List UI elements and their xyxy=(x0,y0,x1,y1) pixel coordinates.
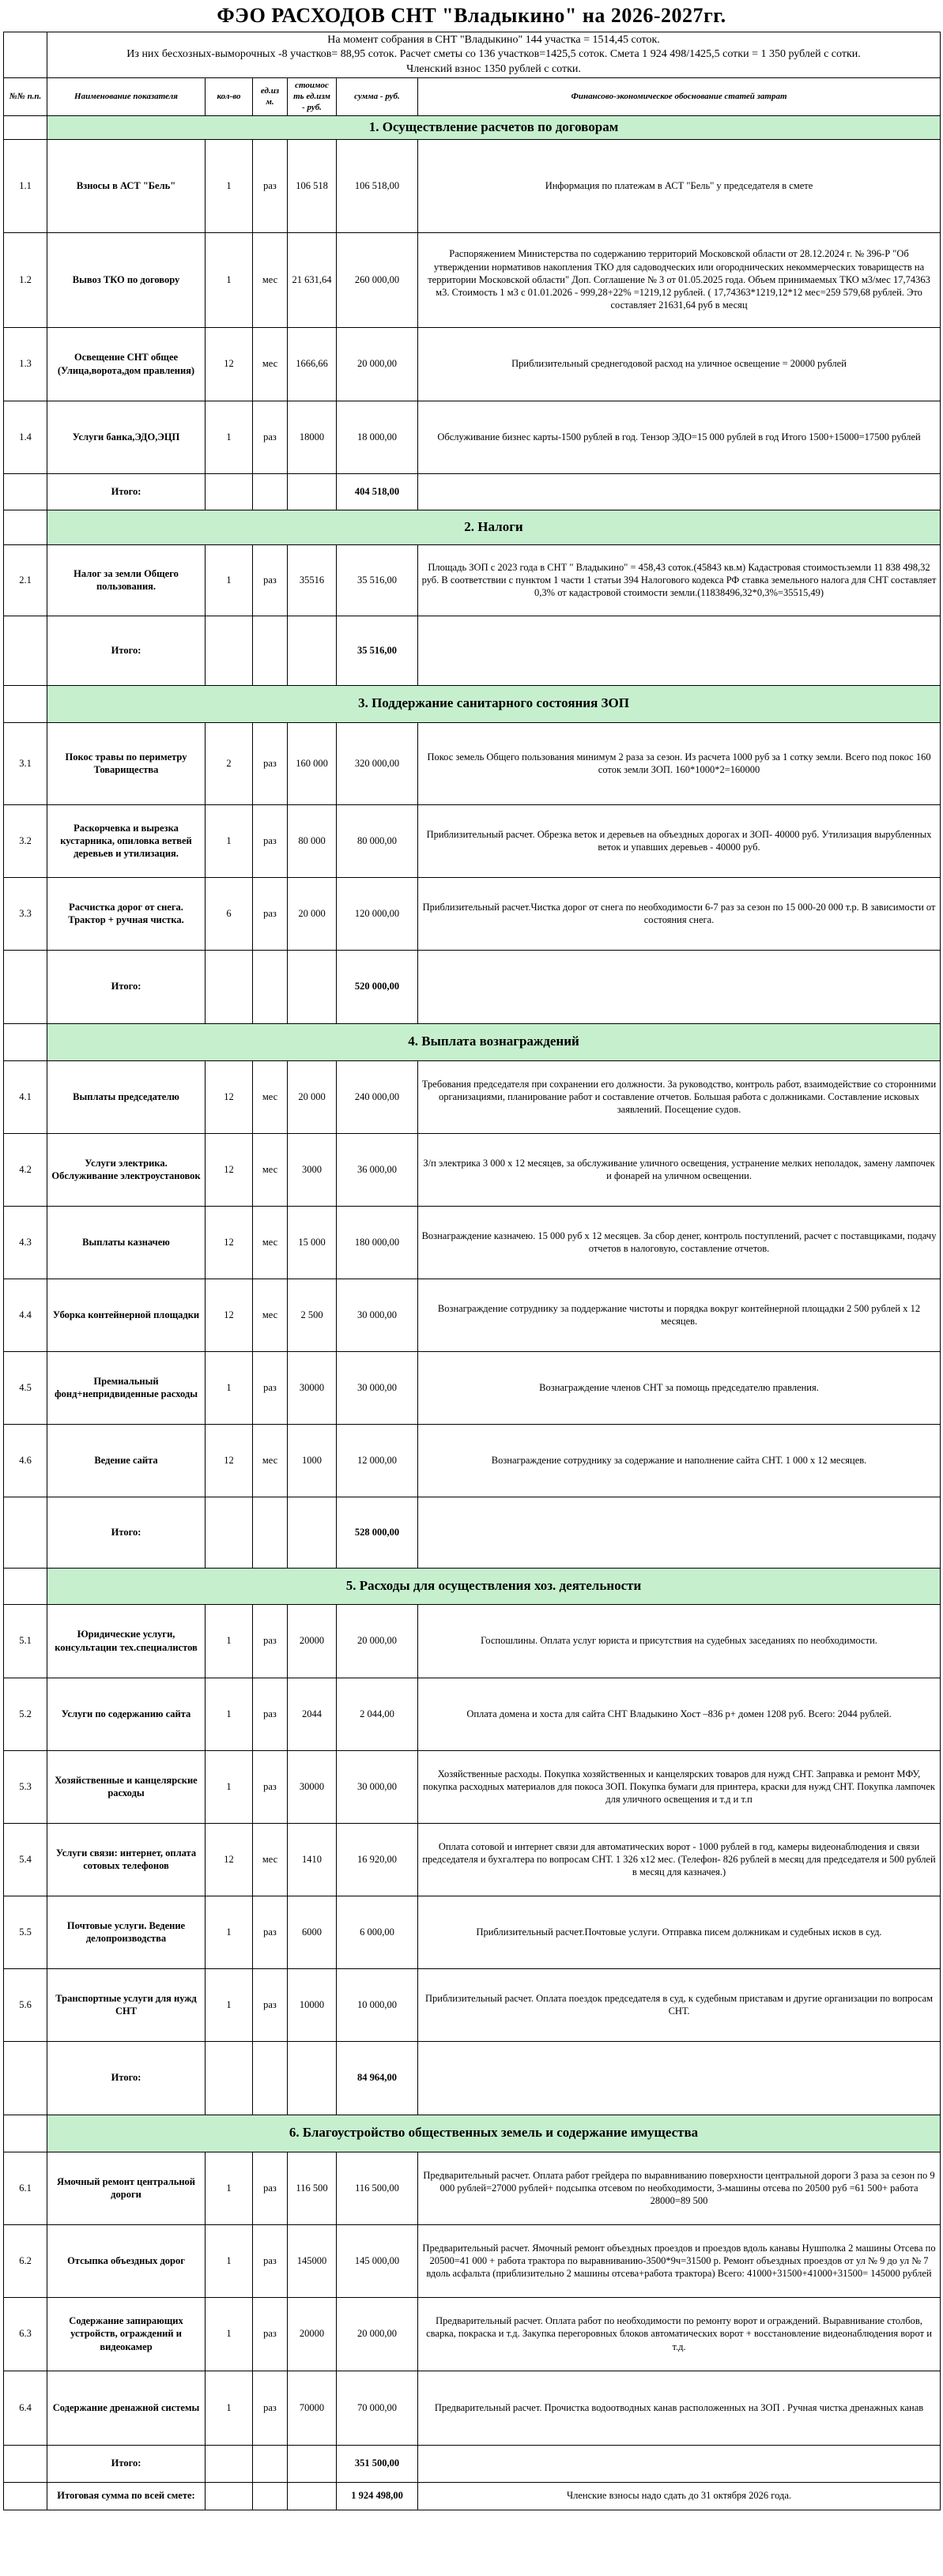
row-num: 5.6 xyxy=(4,1968,47,2041)
total-price-cell xyxy=(288,473,337,510)
section-header-row xyxy=(4,1568,941,1604)
total-price-cell xyxy=(288,950,337,1023)
row-price: 10000 xyxy=(288,1968,337,2041)
row-qty: 1 xyxy=(206,2152,253,2224)
row-unit: раз xyxy=(253,877,288,950)
total-sum: 528 000,00 xyxy=(337,1497,418,1568)
row-sum: 260 000,00 xyxy=(337,232,418,327)
total-sum: 404 518,00 xyxy=(337,473,418,510)
row-unit: раз xyxy=(253,722,288,804)
row-sum: 145 000,00 xyxy=(337,2224,418,2297)
column-header-price: стоимос ть ед.изм - руб. xyxy=(288,77,337,115)
row-sum: 116 500,00 xyxy=(337,2152,418,2224)
row-qty: 12 xyxy=(206,1060,253,1133)
row-qty: 1 xyxy=(206,1896,253,1968)
row-qty: 1 xyxy=(206,1604,253,1678)
section-title: 1. Осуществление расчетов по договорам xyxy=(47,115,941,139)
row-name: Освещение СНТ общее (Улица,ворота,дом правления) xyxy=(47,327,206,401)
section-header-row xyxy=(4,685,941,722)
row-unit: раз xyxy=(253,2152,288,2224)
row-desc: Распоряжением Министерства по содержанию территорий Московской области от 28.12.2024 г. № 396-Р "Об утверждении нормативов накопления ТКО для садоводческих или огороднических некоммерческих товариществ на территории Московской области" Доп. Соглашение № 3 от 01.05.2025 года. Объем принимаемых ТКО м3/мес 17,74363 м3. Стоимость 1 м3 с 01.01.2026 - 999,28+22% =1219,12 рублей. ( 17,74363*1219,12*12 мес=259 579,68 рублей. Это составляет 21631,64 руб в месяц xyxy=(418,232,941,327)
row-num: 6.3 xyxy=(4,2297,47,2371)
row-price: 1666,66 xyxy=(288,327,337,401)
row-qty: 1 xyxy=(206,804,253,877)
row-num: 4.5 xyxy=(4,1351,47,1424)
row-desc: Требования председателя при сохранении его должности. За руководство, контроль работ, взаимодействие со сторонними организациями, планирование работ и составление отчетов. Большая работа с должниками. Составление исковых заявлений. Посещение судов. xyxy=(418,1060,941,1133)
row-sum: 30 000,00 xyxy=(337,1279,418,1351)
row-sum: 80 000,00 xyxy=(337,804,418,877)
total-price-cell xyxy=(288,2041,337,2115)
row-num: 1.4 xyxy=(4,401,47,473)
row-sum: 240 000,00 xyxy=(337,1060,418,1133)
row-qty: 2 xyxy=(206,722,253,804)
row-num: 3.2 xyxy=(4,804,47,877)
row-unit: раз xyxy=(253,804,288,877)
column-header-unit: ед.из м. xyxy=(253,77,288,115)
row-name: Содержание запирающих устройств, ограждений и видеокамер xyxy=(47,2297,206,2371)
column-header-num: №№ п.п. xyxy=(4,77,47,115)
total-label: Итого: xyxy=(47,2445,206,2482)
total-unit-cell xyxy=(253,2041,288,2115)
row-name: Вывоз ТКО по договору xyxy=(47,232,206,327)
row-qty: 1 xyxy=(206,2371,253,2445)
total-price-cell xyxy=(288,1497,337,1568)
row-unit: раз xyxy=(253,1968,288,2041)
table-row xyxy=(4,544,941,616)
row-qty: 1 xyxy=(206,1351,253,1424)
table-row xyxy=(4,1279,941,1351)
row-price: 15 000 xyxy=(288,1206,337,1279)
row-sum: 20 000,00 xyxy=(337,1604,418,1678)
row-price: 20000 xyxy=(288,1604,337,1678)
row-name: Услуги по содержанию сайта xyxy=(47,1678,206,1750)
section-title: 2. Налоги xyxy=(47,510,941,544)
row-unit: мес xyxy=(253,232,288,327)
total-qty-cell xyxy=(206,616,253,685)
row-sum: 106 518,00 xyxy=(337,139,418,232)
table-row xyxy=(4,327,941,401)
row-desc: Предварительный расчет. Оплата работ грейдера по выравниванию поверхности центральной дороги 3 раза за сезон по 9 000 рублей=27000 рублей+ подсыпка отсевом по необходимости, 3-машины отсева по 20500 руб =61 500+ работа 28000=89 500 xyxy=(418,2152,941,2224)
total-qty-cell xyxy=(206,2041,253,2115)
row-num: 4.6 xyxy=(4,1424,47,1497)
table-row xyxy=(4,2371,941,2445)
row-unit: раз xyxy=(253,401,288,473)
total-desc-cell xyxy=(418,616,941,685)
row-price: 2044 xyxy=(288,1678,337,1750)
row-unit: мес xyxy=(253,1060,288,1133)
total-num-cell xyxy=(4,473,47,510)
section-header-row xyxy=(4,115,941,139)
row-desc: Приблизительный среднегодовой расход на уличное освещение = 20000 рублей xyxy=(418,327,941,401)
row-unit: мес xyxy=(253,1279,288,1351)
row-qty: 1 xyxy=(206,401,253,473)
row-desc: Оплата домена и хоста для сайта СНТ Владыкино Хост –836 р+ домен 1208 руб. Всего: 2044 рублей. xyxy=(418,1678,941,1750)
row-name: Транспортные услуги для нужд СНТ xyxy=(47,1968,206,2041)
column-header-sum: сумма - руб. xyxy=(337,77,418,115)
row-qty: 1 xyxy=(206,1968,253,2041)
section-header-row xyxy=(4,2115,941,2152)
row-price: 70000 xyxy=(288,2371,337,2445)
total-desc-cell xyxy=(418,950,941,1023)
table-row xyxy=(4,401,941,473)
table-row xyxy=(4,1678,941,1750)
grand-total-row xyxy=(4,2482,941,2510)
row-desc: Приблизительный расчет.Чистка дорог от снега по необходимости 6-7 раз за сезон по 15 000-20 000 т.р. В зависимости от состояния снега. xyxy=(418,877,941,950)
row-unit: мес xyxy=(253,1424,288,1497)
row-sum: 70 000,00 xyxy=(337,2371,418,2445)
total-num-cell xyxy=(4,1497,47,1568)
row-unit: раз xyxy=(253,139,288,232)
row-name: Покос травы по периметру Товарищества xyxy=(47,722,206,804)
document-title: ФЭО РАСХОДОВ СНТ "Владыкино" на 2026-2027гг. xyxy=(217,4,726,27)
row-name: Премиальный фонд+непридвиденные расходы xyxy=(47,1351,206,1424)
info-line-1: На момент собрания в СНТ "Владыкино" 144 участка = 1514,45 соток. xyxy=(327,34,660,46)
total-unit-cell xyxy=(253,473,288,510)
section-num-cell xyxy=(4,115,47,139)
row-name: Налог за земли Общего пользования. xyxy=(47,544,206,616)
row-sum: 10 000,00 xyxy=(337,1968,418,2041)
total-num-cell xyxy=(4,2041,47,2115)
row-sum: 180 000,00 xyxy=(337,1206,418,1279)
row-sum: 6 000,00 xyxy=(337,1896,418,1968)
row-sum: 16 920,00 xyxy=(337,1823,418,1896)
total-unit-cell xyxy=(253,1497,288,1568)
table-row xyxy=(4,1133,941,1206)
column-header-row xyxy=(4,77,941,115)
row-unit: мес xyxy=(253,327,288,401)
row-sum: 35 516,00 xyxy=(337,544,418,616)
column-header-name: Наименование показателя xyxy=(47,77,206,115)
info-line-2: Из них бесхозных-выморочных -8 участков= 88,95 соток. Расчет сметы со 136 участков=1425,5 соток. Смета 1 924 498/1425,5 сотки = 1 350 рублей с сотки. xyxy=(126,47,861,60)
column-header-qty: кол-во xyxy=(206,77,253,115)
row-price: 30000 xyxy=(288,1351,337,1424)
row-price: 160 000 xyxy=(288,722,337,804)
table-row xyxy=(4,2297,941,2371)
section-num-cell xyxy=(4,510,47,544)
table-row xyxy=(4,1351,941,1424)
row-desc: Покос земель Общего пользования минимум 2 раза за сезон. Из расчета 1000 руб за 1 сотку земли. Всего под покос 160 соток земли ЗОП. 160*1000*2=160000 xyxy=(418,722,941,804)
row-unit: раз xyxy=(253,1604,288,1678)
row-qty: 12 xyxy=(206,1279,253,1351)
row-price: 106 518 xyxy=(288,139,337,232)
total-desc-cell xyxy=(418,2445,941,2482)
row-price: 3000 xyxy=(288,1133,337,1206)
row-desc: Приблизительный расчет. Оплата поездок председателя в суд, к судебным приставам и другие организации по вопросам СНТ. xyxy=(418,1968,941,2041)
row-name: Услуги банка,ЭДО,ЭЦП xyxy=(47,401,206,473)
row-qty: 1 xyxy=(206,544,253,616)
total-label: Итого: xyxy=(47,950,206,1023)
row-price: 80 000 xyxy=(288,804,337,877)
row-qty: 12 xyxy=(206,327,253,401)
row-unit: раз xyxy=(253,2224,288,2297)
row-price: 116 500 xyxy=(288,2152,337,2224)
total-qty-cell xyxy=(206,2445,253,2482)
row-num: 5.3 xyxy=(4,1750,47,1823)
row-desc: Предварительный расчет. Оплата работ по необходимости по ремонту ворот и ограждений. Выравнивание столбов, сварка, покраска и т.д. Закупка перегоровных блоков автоматических ворот + восстановление видеонаблюдения ворот и т.д. xyxy=(418,2297,941,2371)
row-name: Содержание дренажной системы xyxy=(47,2371,206,2445)
row-num: 4.3 xyxy=(4,1206,47,1279)
row-unit: раз xyxy=(253,1351,288,1424)
row-num: 5.4 xyxy=(4,1823,47,1896)
table-row xyxy=(4,1896,941,1968)
row-qty: 1 xyxy=(206,1750,253,1823)
table-row xyxy=(4,1750,941,1823)
row-num: 1.1 xyxy=(4,139,47,232)
row-desc: Предварительный расчет. Прочистка водоотводных канав расположенных на ЗОП . Ручная чистка дренажных канав xyxy=(418,2371,941,2445)
row-num: 2.1 xyxy=(4,544,47,616)
total-qty-cell xyxy=(206,950,253,1023)
row-desc: Вознаграждение членов СНТ за помощь председателю правления. xyxy=(418,1351,941,1424)
row-sum: 30 000,00 xyxy=(337,1351,418,1424)
table-row xyxy=(4,1968,941,2041)
total-sum: 35 516,00 xyxy=(337,616,418,685)
row-num: 6.4 xyxy=(4,2371,47,2445)
row-name: Почтовые услуги. Ведение делопроизводства xyxy=(47,1896,206,1968)
table-row xyxy=(4,804,941,877)
total-qty-cell xyxy=(206,1497,253,1568)
row-num: 3.1 xyxy=(4,722,47,804)
grand-total-note: Членские взносы надо сдать до 31 октября 2026 года. xyxy=(418,2482,941,2510)
grand-total-unit-cell xyxy=(253,2482,288,2510)
section-header-row xyxy=(4,510,941,544)
info-line-3: Членский взнос 1350 рублей с сотки. xyxy=(406,63,581,75)
row-price: 30000 xyxy=(288,1750,337,1823)
row-unit: раз xyxy=(253,1896,288,1968)
row-num: 1.3 xyxy=(4,327,47,401)
row-qty: 1 xyxy=(206,2297,253,2371)
grand-total-price-cell xyxy=(288,2482,337,2510)
info-row xyxy=(4,32,941,78)
total-unit-cell xyxy=(253,616,288,685)
row-price: 1410 xyxy=(288,1823,337,1896)
table-row xyxy=(4,2152,941,2224)
row-name: Хозяйственные и канцелярские расходы xyxy=(47,1750,206,1823)
table-row xyxy=(4,1604,941,1678)
row-unit: мес xyxy=(253,1133,288,1206)
row-price: 20 000 xyxy=(288,877,337,950)
total-qty-cell xyxy=(206,473,253,510)
total-unit-cell xyxy=(253,2445,288,2482)
row-price: 20 000 xyxy=(288,1060,337,1133)
row-qty: 12 xyxy=(206,1823,253,1896)
row-name: Юридические услуги, консультации тех.специалистов xyxy=(47,1604,206,1678)
section-total-row xyxy=(4,2041,941,2115)
total-label: Итого: xyxy=(47,473,206,510)
total-sum: 351 500,00 xyxy=(337,2445,418,2482)
row-price: 6000 xyxy=(288,1896,337,1968)
row-qty: 1 xyxy=(206,2224,253,2297)
row-price: 20000 xyxy=(288,2297,337,2371)
row-qty: 1 xyxy=(206,139,253,232)
info-empty-cell xyxy=(4,32,47,78)
row-sum: 2 044,00 xyxy=(337,1678,418,1750)
info-cell xyxy=(47,32,941,78)
row-qty: 1 xyxy=(206,232,253,327)
table-row xyxy=(4,1823,941,1896)
table-row xyxy=(4,139,941,232)
row-desc: Оплата сотовой и интернет связи для автоматических ворот - 1000 рублей в год, камеры видеонаблюдения и связи председателя и бухгалтера по вопросам СНТ. 1 326 х12 мес. (Телефон- 826 рублей в месяц для председателя и 500 рублей в месяц для казначея.) xyxy=(418,1823,941,1896)
row-num: 1.2 xyxy=(4,232,47,327)
row-name: Уборка контейнерной площадки xyxy=(47,1279,206,1351)
section-num-cell xyxy=(4,1568,47,1604)
row-num: 5.2 xyxy=(4,1678,47,1750)
row-sum: 20 000,00 xyxy=(337,327,418,401)
row-unit: мес xyxy=(253,1206,288,1279)
row-price: 35516 xyxy=(288,544,337,616)
row-desc: Приблизительный расчет. Обрезка веток и деревьев на объездных дорогах и ЗОП- 40000 руб. Утилизация вырубленных веток и упавших деревьев - 40000 руб. xyxy=(418,804,941,877)
table-row xyxy=(4,2224,941,2297)
row-name: Отсыпка объездных дорог xyxy=(47,2224,206,2297)
total-desc-cell xyxy=(418,473,941,510)
total-desc-cell xyxy=(418,1497,941,1568)
row-desc: Госпошлины. Оплата услуг юриста и присутствия на судебных заседаниях по необходимости. xyxy=(418,1604,941,1678)
row-sum: 36 000,00 xyxy=(337,1133,418,1206)
row-qty: 12 xyxy=(206,1206,253,1279)
section-total-row xyxy=(4,950,941,1023)
total-sum: 520 000,00 xyxy=(337,950,418,1023)
row-unit: мес xyxy=(253,1823,288,1896)
section-num-cell xyxy=(4,1023,47,1060)
row-desc: Информация по платежам в АСТ "Бель" у председателя в смете xyxy=(418,139,941,232)
table-row xyxy=(4,877,941,950)
section-total-row xyxy=(4,2445,941,2482)
table-row xyxy=(4,232,941,327)
row-name: Ямочный ремонт центральной дороги xyxy=(47,2152,206,2224)
row-price: 18000 xyxy=(288,401,337,473)
row-name: Расчистка дорог от снега. Трактор + ручная чистка. xyxy=(47,877,206,950)
row-sum: 120 000,00 xyxy=(337,877,418,950)
total-price-cell xyxy=(288,2445,337,2482)
column-header-desc: Финансово-экономическое обоснование статей затрат xyxy=(418,77,941,115)
row-desc: Вознаграждение сотруднику за содержание и наполнение сайта СНТ. 1 000 х 12 месяцев. xyxy=(418,1424,941,1497)
row-num: 5.5 xyxy=(4,1896,47,1968)
row-desc: Вознаграждение сотруднику за поддержание чистоты и порядка вокруг контейнерной площадки 2 500 рублей х 12 месяцев. xyxy=(418,1279,941,1351)
row-num: 5.1 xyxy=(4,1604,47,1678)
row-price: 1000 xyxy=(288,1424,337,1497)
total-num-cell xyxy=(4,616,47,685)
row-price: 145000 xyxy=(288,2224,337,2297)
row-name: Услуги электрика. Обслуживание электроустановок xyxy=(47,1133,206,1206)
total-num-cell xyxy=(4,950,47,1023)
row-num: 6.2 xyxy=(4,2224,47,2297)
row-price: 21 631,64 xyxy=(288,232,337,327)
row-desc: Предварительный расчет. Ямочный ремонт объездных проездов и проездов вдоль канавы Нушполка 2 машины Отсева по 20500=41 000 + работа трактора по выравниванию-3500*9ч=31500 р. Ремонт объездных проездов от ул № 9 до ул № 7 вдоль асфальта (приблизительно 2 машины отсева+работа трактора) Всего: 41000+31500+41000+31500= 145000 рублей xyxy=(418,2224,941,2297)
section-title: 5. Расходы для осуществления хоз. деятельности xyxy=(47,1568,941,1604)
grand-total-num-cell xyxy=(4,2482,47,2510)
total-unit-cell xyxy=(253,950,288,1023)
section-title: 3. Поддержание санитарного состояния ЗОП xyxy=(47,685,941,722)
total-sum: 84 964,00 xyxy=(337,2041,418,2115)
section-header-row xyxy=(4,1023,941,1060)
expense-table xyxy=(3,32,941,2510)
row-unit: раз xyxy=(253,2371,288,2445)
row-sum: 18 000,00 xyxy=(337,401,418,473)
row-num: 4.4 xyxy=(4,1279,47,1351)
row-num: 6.1 xyxy=(4,2152,47,2224)
row-sum: 30 000,00 xyxy=(337,1750,418,1823)
section-title: 4. Выплата вознаграждений xyxy=(47,1023,941,1060)
row-sum: 320 000,00 xyxy=(337,722,418,804)
section-total-row xyxy=(4,1497,941,1568)
table-row xyxy=(4,722,941,804)
row-desc: Площадь ЗОП с 2023 года в СНТ " Владыкино" = 458,43 соток.(45843 кв.м) Кадастровая стоимостьземли 11 838 498,32 руб. В соответствии с пунктом 1 части 1 статьи 394 Налогового кодекса РФ ставка земельного налога для СНТ составляет 0,3% от кадастровой стоимости земли.(11838496,32*0,3%=35515,49) xyxy=(418,544,941,616)
row-num: 4.1 xyxy=(4,1060,47,1133)
table-row xyxy=(4,1060,941,1133)
table-row xyxy=(4,1424,941,1497)
row-num: 4.2 xyxy=(4,1133,47,1206)
row-unit: раз xyxy=(253,544,288,616)
row-desc: З/п электрика 3 000 х 12 месяцев, за обслуживание уличного освещения, устранение мелких неполадок, замену лампочек и фонарей на уличном освещении. xyxy=(418,1133,941,1206)
row-name: Выплаты председателю xyxy=(47,1060,206,1133)
row-name: Взносы в АСТ "Бель" xyxy=(47,139,206,232)
row-price: 2 500 xyxy=(288,1279,337,1351)
total-num-cell xyxy=(4,2445,47,2482)
row-name: Раскорчевка и вырезка кустарника, опиловка ветвей деревьев и утилизация. xyxy=(47,804,206,877)
row-num: 3.3 xyxy=(4,877,47,950)
section-title: 6. Благоустройство общественных земель и содержание имущества xyxy=(47,2115,941,2152)
section-total-row xyxy=(4,616,941,685)
grand-total-label: Итоговая сумма по всей смете: xyxy=(47,2482,206,2510)
grand-total-sum: 1 924 498,00 xyxy=(337,2482,418,2510)
total-label: Итого: xyxy=(47,2041,206,2115)
row-name: Услуги связи: интернет, оплата сотовых телефонов xyxy=(47,1823,206,1896)
row-qty: 12 xyxy=(206,1424,253,1497)
row-name: Выплаты казначею xyxy=(47,1206,206,1279)
grand-total-qty-cell xyxy=(206,2482,253,2510)
table-row xyxy=(4,1206,941,1279)
row-desc: Приблизительный расчет.Почтовые услуги. Отправка писем должникам и судебных исков в суд. xyxy=(418,1896,941,1968)
total-label: Итого: xyxy=(47,616,206,685)
row-unit: раз xyxy=(253,1750,288,1823)
row-desc: Вознаграждение казначею. 15 000 руб х 12 месяцев. За сбор денег, контроль поступлений, расчет с поставщиками, подачу отчетов в налоговую, составление отчетов. xyxy=(418,1206,941,1279)
row-desc: Хозяйственные расходы. Покупка хозяйственных и канцелярских товаров для нужд СНТ. Заправка и ремонт МФУ, покупка расходных материалов для покоса ЗОП. Покупка бумаги для принтера, краски для нужд СНТ. Покупка лампочек для уличного освещения и т.д и т.п xyxy=(418,1750,941,1823)
section-num-cell xyxy=(4,2115,47,2152)
total-label: Итого: xyxy=(47,1497,206,1568)
row-qty: 6 xyxy=(206,877,253,950)
row-sum: 20 000,00 xyxy=(337,2297,418,2371)
row-qty: 12 xyxy=(206,1133,253,1206)
row-name: Ведение сайта xyxy=(47,1424,206,1497)
row-desc: Обслуживание бизнес карты-1500 рублей в год. Тензор ЭДО=15 000 рублей в год Итого 1500+15000=17500 рублей xyxy=(418,401,941,473)
row-qty: 1 xyxy=(206,1678,253,1750)
total-desc-cell xyxy=(418,2041,941,2115)
section-total-row xyxy=(4,473,941,510)
row-sum: 12 000,00 xyxy=(337,1424,418,1497)
section-num-cell xyxy=(4,685,47,722)
row-unit: раз xyxy=(253,2297,288,2371)
row-unit: раз xyxy=(253,1678,288,1750)
total-price-cell xyxy=(288,616,337,685)
